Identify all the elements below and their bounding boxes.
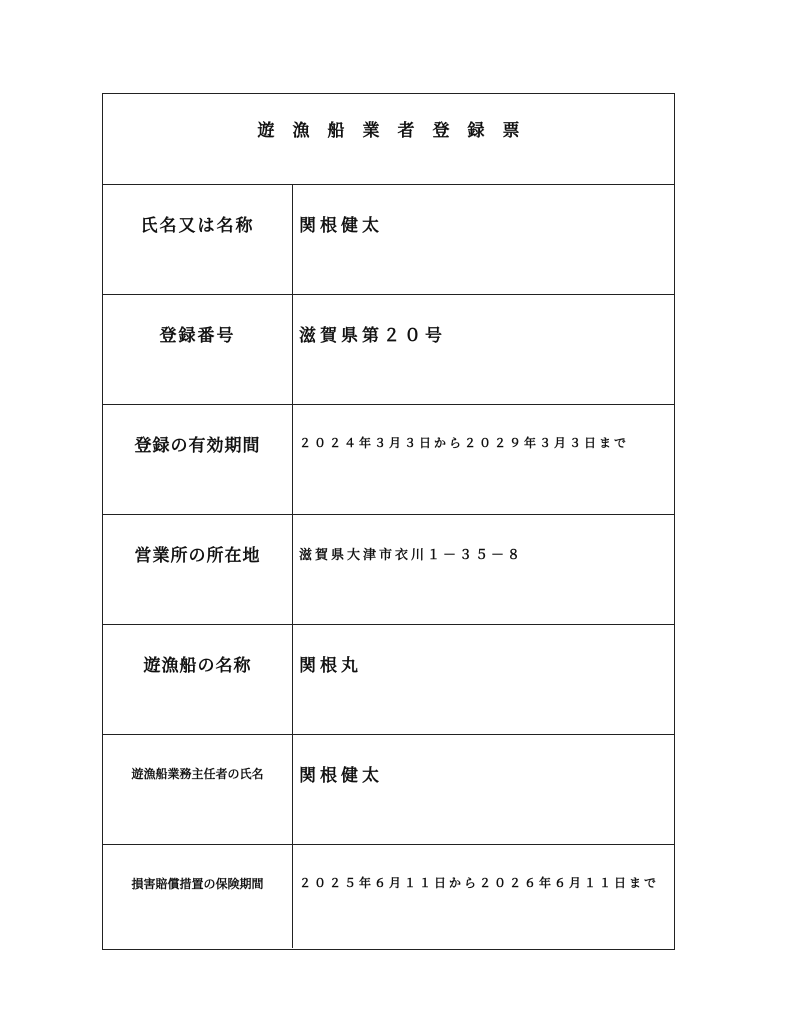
label-name: 氏名又は名称	[140, 216, 255, 236]
row-chief-officer	[103, 735, 674, 845]
label-cell	[103, 735, 293, 844]
label-cell	[103, 185, 293, 294]
row-registration-number	[103, 295, 674, 405]
value-cell	[293, 735, 674, 844]
label-cell	[103, 295, 293, 404]
label-chief-officer: 遊漁船業務主任者の氏名	[131, 767, 264, 781]
document-title: 遊漁船業者登録票	[257, 121, 538, 141]
value-cell	[293, 185, 674, 294]
value-cell	[293, 625, 674, 734]
value-boat-name: 関根丸	[299, 656, 362, 676]
value-office-address: 滋賀県大津市衣川１－３５－８	[299, 548, 524, 563]
value-cell	[293, 845, 674, 948]
label-boat-name: 遊漁船の名称	[143, 656, 252, 676]
row-office-address	[103, 515, 674, 625]
row-validity-period	[103, 405, 674, 515]
label-cell	[103, 515, 293, 624]
value-cell	[293, 295, 674, 404]
label-insurance-period: 損害賠償措置の保険期間	[131, 877, 264, 891]
label-office-address: 営業所の所在地	[134, 546, 261, 566]
label-registration-number: 登録番号	[159, 326, 236, 346]
row-boat-name	[103, 625, 674, 735]
registration-sheet	[102, 93, 675, 950]
value-cell	[293, 405, 674, 514]
value-validity-period: ２０２４年３月３日から２０２９年３月３日まで	[299, 436, 630, 450]
row-insurance-period	[103, 845, 674, 948]
label-cell	[103, 405, 293, 514]
value-registration-number: 滋賀県第２０号	[299, 326, 446, 346]
row-name	[103, 185, 674, 295]
value-insurance-period: ２０２５年６月１１日から２０２６年６月１１日まで	[299, 876, 660, 890]
title-row	[103, 94, 674, 185]
label-cell	[103, 845, 293, 948]
value-name: 関根健太	[299, 216, 383, 236]
label-validity-period: 登録の有効期間	[134, 436, 261, 456]
value-cell	[293, 515, 674, 624]
label-cell	[103, 625, 293, 734]
value-chief-officer: 関根健太	[299, 766, 383, 786]
